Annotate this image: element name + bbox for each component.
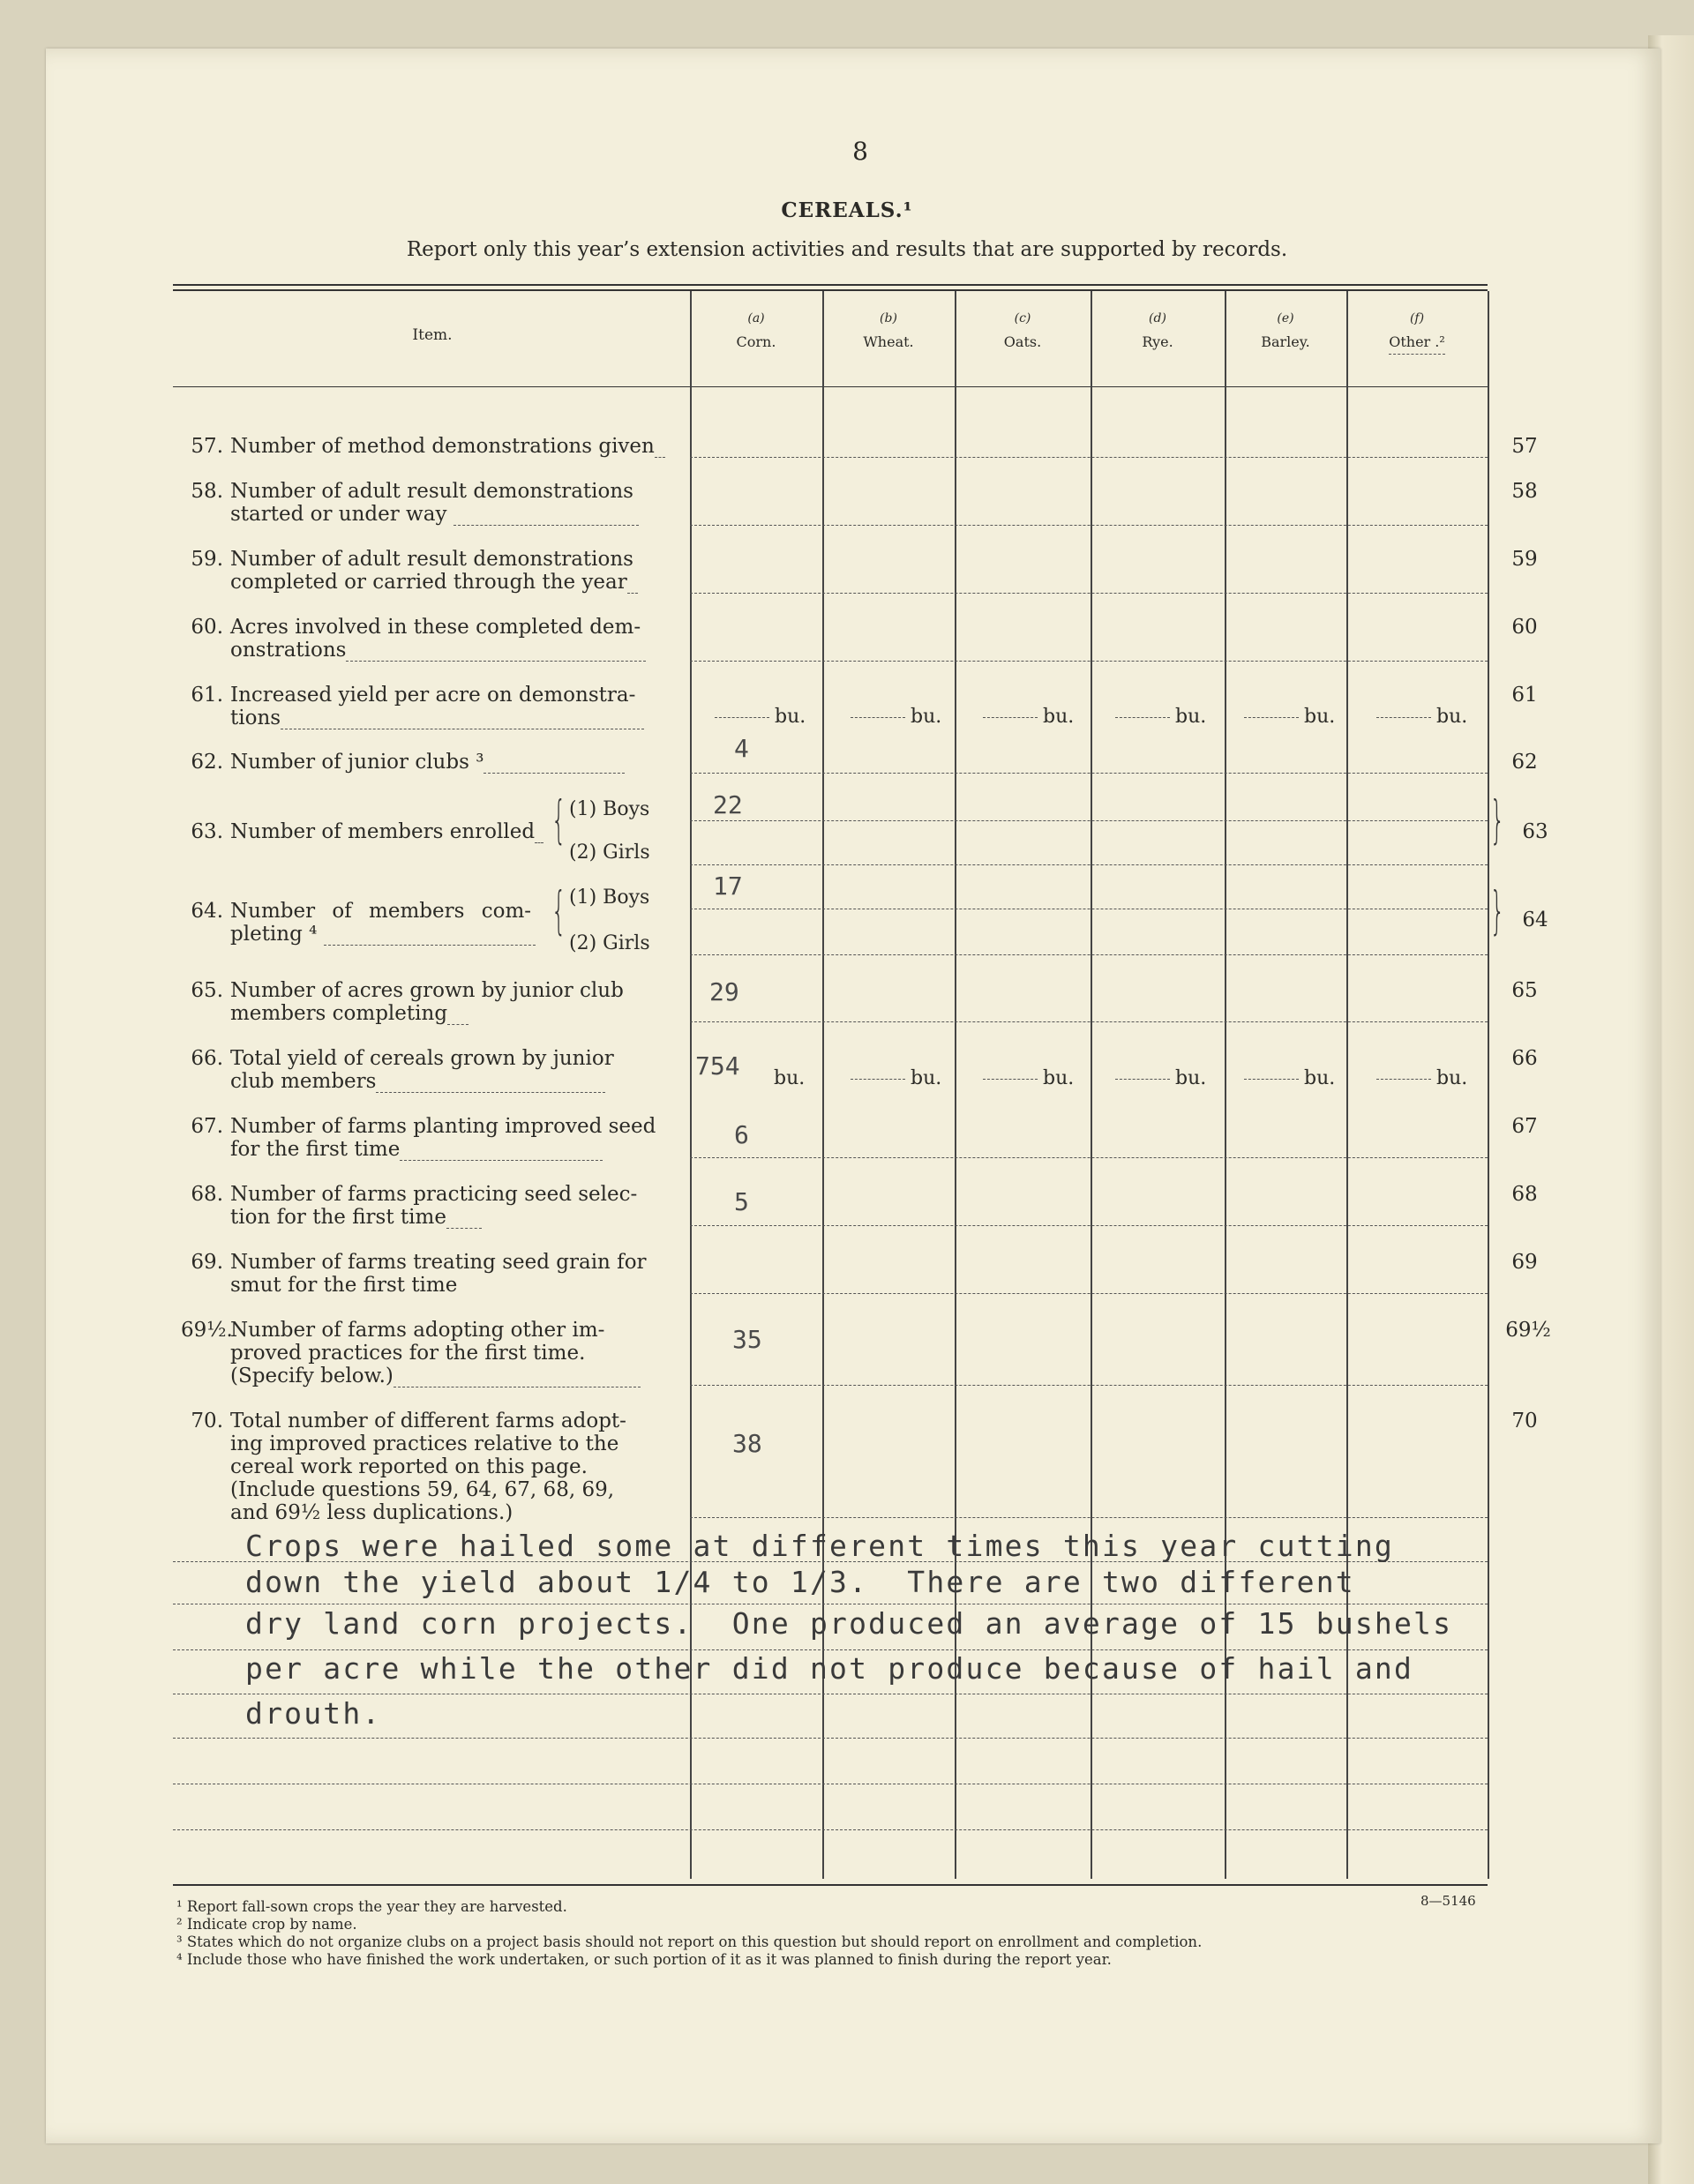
column-name: Corn.: [736, 333, 776, 350]
row-rule: [690, 1225, 1488, 1226]
row-58-label: [181, 480, 675, 526]
column-name: Barley.: [1261, 333, 1310, 350]
corn-value-68: 5: [734, 1187, 749, 1216]
right-number-63: 63: [1522, 820, 1548, 843]
item-column-header: Item.: [412, 326, 453, 344]
row-number: 67.: [191, 1115, 223, 1138]
row-text-cont: cereal work reported on this page.: [230, 1455, 588, 1478]
row-text: Number of method demonstrations given: [230, 435, 655, 458]
footnote-rule: [173, 1884, 1488, 1886]
row-rule: [690, 1517, 1488, 1518]
bu-61-rye: [1115, 706, 1206, 728]
row-70-label: [181, 1410, 675, 1524]
row-number: 57.: [191, 435, 223, 458]
row-number: 70.: [191, 1410, 223, 1432]
brace-64-left: {: [551, 880, 566, 940]
sub-label-text: (2) Girls: [569, 932, 650, 954]
column-header-corn: [690, 309, 822, 354]
corn-value-66: 754: [695, 1051, 740, 1081]
table-top-rule-2: [173, 289, 1488, 291]
row-text: Number of members enrolled: [230, 820, 536, 843]
remarks-line-1: Crops were hailed some at different times this year cutting: [245, 1529, 1394, 1563]
column-header-oats: [955, 309, 1091, 354]
row-text: Acres involved in these completed dem-: [230, 616, 641, 639]
page-title: CEREALS.¹: [781, 198, 913, 222]
column-header-rye: [1091, 309, 1225, 354]
bu-label: bu.: [1436, 706, 1468, 728]
bu-61-corn: [715, 706, 806, 728]
right-number-62: 62: [1511, 751, 1538, 774]
row-number: 64.: [191, 900, 223, 923]
right-number-69-half: 69½: [1505, 1319, 1551, 1342]
row-text: Number of farms treating seed grain for: [230, 1251, 647, 1274]
row-rule: [690, 593, 1488, 594]
row-number: 69.: [191, 1251, 223, 1274]
bu-66-barley: [1244, 1067, 1335, 1089]
column-name: Rye.: [1142, 333, 1173, 350]
row-text: Number of farms practicing seed selec-: [230, 1183, 638, 1206]
row-text: Number of farms adopting other im-: [230, 1319, 605, 1342]
bu-label: bu.: [1304, 1067, 1336, 1089]
row-text-cont: tion for the first time: [230, 1206, 446, 1229]
row-62-label: [181, 751, 675, 774]
column-letter: (b): [880, 311, 897, 325]
bu-label: bu.: [1175, 706, 1207, 728]
row-rule: [690, 661, 1488, 662]
row-text: Total yield of cereals grown by junior: [230, 1047, 614, 1070]
bu-label: bu.: [1043, 706, 1075, 728]
header-bottom-rule: [173, 386, 1488, 387]
form-number: 8—5146: [1420, 1893, 1476, 1909]
row-65-label: [181, 979, 675, 1025]
sub-label-text: (1) Boys: [569, 886, 650, 909]
column-divider: [822, 291, 824, 1879]
row-number: 63.: [191, 820, 223, 843]
bu-label: bu.: [911, 1067, 942, 1089]
row-text-cont: and 69½ less duplications.): [230, 1501, 513, 1524]
row-number: 60.: [191, 616, 223, 639]
row-rule: [690, 1293, 1488, 1294]
row-number: 61.: [191, 684, 223, 707]
column-letter: (f): [1409, 311, 1425, 325]
right-number-70: 70: [1511, 1410, 1538, 1432]
bu-label: bu.: [1043, 1067, 1075, 1089]
bu-61-other: [1376, 706, 1467, 728]
column-letter: (d): [1149, 311, 1166, 325]
row-text-cont: tions: [230, 707, 281, 729]
table-top-rule: [173, 284, 1488, 286]
column-letter: (e): [1277, 311, 1294, 325]
row-69-half-label: [181, 1319, 675, 1387]
row-rule: [690, 1157, 1488, 1158]
row-text: Number of members com-: [230, 900, 532, 923]
row-text: Number of adult result demonstrations: [230, 480, 633, 503]
column-divider: [955, 291, 956, 1879]
column-divider: [690, 291, 692, 1879]
right-number-61: 61: [1511, 684, 1538, 707]
sub-label-text: (1) Boys: [569, 798, 650, 820]
column-name: Other .²: [1389, 333, 1445, 355]
footnote-2: ² Indicate crop by name.: [176, 1916, 357, 1933]
remarks-line: [173, 1829, 1488, 1830]
row-text: Increased yield per acre on demonstra-: [230, 684, 636, 707]
bu-66-other: [1376, 1067, 1467, 1089]
bu-label: bu.: [911, 706, 942, 728]
brace-63-right: {: [1488, 789, 1504, 849]
remarks-line: [173, 1738, 1488, 1739]
right-number-68: 68: [1511, 1183, 1538, 1206]
row-number: 69½.: [181, 1319, 233, 1342]
right-number-67: 67: [1511, 1115, 1538, 1138]
row-text: Total number of different farms adopt-: [230, 1410, 626, 1432]
right-number-58: 58: [1511, 480, 1538, 503]
column-divider: [1488, 291, 1489, 1879]
row-rule: [690, 954, 1488, 955]
footnote-1: ¹ Report fall-sown crops the year they are harvested.: [176, 1898, 567, 1915]
remarks-line-5: drouth.: [245, 1696, 382, 1731]
row-number: 65.: [191, 979, 223, 1002]
corn-value-65: 29: [709, 977, 739, 1006]
row-60-label: [181, 616, 675, 662]
row-61-label: [181, 684, 675, 729]
right-number-69: 69: [1511, 1251, 1538, 1274]
row-69-label: [181, 1251, 675, 1297]
brace-63-left: {: [551, 789, 566, 849]
row-number: 66.: [191, 1047, 223, 1070]
column-divider: [1091, 291, 1092, 1879]
corn-value-70: 38: [732, 1429, 762, 1458]
bu-label: bu.: [774, 1067, 806, 1089]
right-number-66: 66: [1511, 1047, 1538, 1070]
row-text-cont: proved practices for the first time.: [230, 1342, 586, 1365]
row-text-cont: onstrations: [230, 639, 347, 662]
column-header-other: [1346, 309, 1488, 354]
corn-value-64-boys: 17: [713, 871, 743, 901]
row-63-label: [181, 820, 675, 843]
corn-value-69-half: 35: [732, 1325, 762, 1354]
bu-66-wheat: [851, 1067, 941, 1089]
corn-value-62: 4: [734, 734, 749, 763]
bu-label: bu.: [1175, 1067, 1207, 1089]
row-number: 58.: [191, 480, 223, 503]
row-59-label: [181, 548, 675, 594]
row-text-cont: club members: [230, 1070, 377, 1093]
row-rule: [690, 864, 1488, 865]
row-text-cont: for the first time: [230, 1138, 401, 1161]
sub-label-text: (2) Girls: [569, 841, 650, 864]
row-text-cont: pleting ⁴: [230, 923, 318, 946]
row-text: Number of acres grown by junior club: [230, 979, 624, 1002]
row-text-cont: members completing: [230, 1002, 448, 1025]
row-rule: [690, 1385, 1488, 1386]
row-text: Number of adult result demonstrations: [230, 548, 633, 571]
column-name: Wheat.: [863, 333, 914, 350]
column-letter: (a): [747, 311, 765, 325]
bu-66-oats: [983, 1067, 1074, 1089]
row-number: 62.: [191, 751, 223, 774]
remarks-line: [173, 1649, 1488, 1650]
bu-label: bu.: [1304, 706, 1336, 728]
bu-label: bu.: [775, 706, 806, 728]
row-text-cont: smut for the first time: [230, 1274, 458, 1297]
right-number-65: 65: [1511, 979, 1538, 1002]
right-number-60: 60: [1511, 616, 1538, 639]
bu-61-oats: [983, 706, 1074, 728]
row-57-label: [181, 435, 675, 458]
bu-label: bu.: [1436, 1067, 1468, 1089]
row-text-cont: started or under way: [230, 503, 447, 526]
page-subtitle: Report only this year’s extension activities and results that are supported by records.: [406, 238, 1288, 261]
column-letter: (c): [1014, 311, 1031, 325]
row-68-label: [181, 1183, 675, 1229]
footnote-4: ⁴ Include those who have finished the work undertaken, or such portion of it as it was planned to finish during the report year.: [176, 1951, 1112, 1968]
bu-61-barley: [1244, 706, 1335, 728]
page-number: 8: [852, 137, 868, 166]
row-rule: [690, 773, 1488, 774]
bu-66-rye: [1115, 1067, 1206, 1089]
row-number: 68.: [191, 1183, 223, 1206]
column-header-barley: [1225, 309, 1346, 354]
row-rule: [690, 525, 1488, 526]
column-divider: [1225, 291, 1226, 1879]
bu-66-corn: [774, 1067, 805, 1089]
remarks-line-3: dry land corn projects. One produced an average of 15 bushels: [245, 1606, 1453, 1641]
row-67-label: [181, 1115, 675, 1161]
footnote-3: ³ States which do not organize clubs on a project basis should not report on this question but should report on enrollment and completion.: [176, 1933, 1203, 1950]
remarks-line-2: down the yield about 1/4 to 1/3. There are two different: [245, 1565, 1355, 1599]
row-63-girls-label: [569, 841, 650, 864]
row-text-cont: (Include questions 59, 64, 67, 68, 69,: [230, 1478, 615, 1501]
column-name: Oats.: [1003, 333, 1042, 350]
row-number: 59.: [191, 548, 223, 571]
row-63-boys-label: [569, 798, 649, 820]
row-text-cont: ing improved practices relative to the: [230, 1432, 619, 1455]
remarks-line-4: per acre while the other did not produce because of hail and: [245, 1651, 1414, 1686]
right-number-64: 64: [1522, 909, 1548, 931]
row-64-boys-label: [569, 886, 649, 909]
right-number-59: 59: [1511, 548, 1538, 571]
row-text-cont: (Specify below.): [230, 1365, 394, 1387]
row-text: Number of farms planting improved seed: [230, 1115, 656, 1138]
corn-value-67: 6: [734, 1120, 749, 1149]
bu-61-wheat: [851, 706, 941, 728]
row-rule: [690, 457, 1488, 458]
brace-64-right: {: [1488, 880, 1504, 940]
column-divider: [1346, 291, 1348, 1879]
row-66-label: [181, 1047, 675, 1093]
row-64-girls-label: [569, 932, 650, 954]
corn-value-63-boys: 22: [713, 790, 743, 819]
column-header-wheat: [822, 309, 955, 354]
right-number-57: 57: [1511, 435, 1538, 458]
row-text-cont: completed or carried through the year: [230, 571, 627, 594]
row-rule: [690, 820, 1488, 821]
row-text: Number of junior clubs ³: [230, 751, 484, 774]
row-rule: [690, 1021, 1488, 1022]
